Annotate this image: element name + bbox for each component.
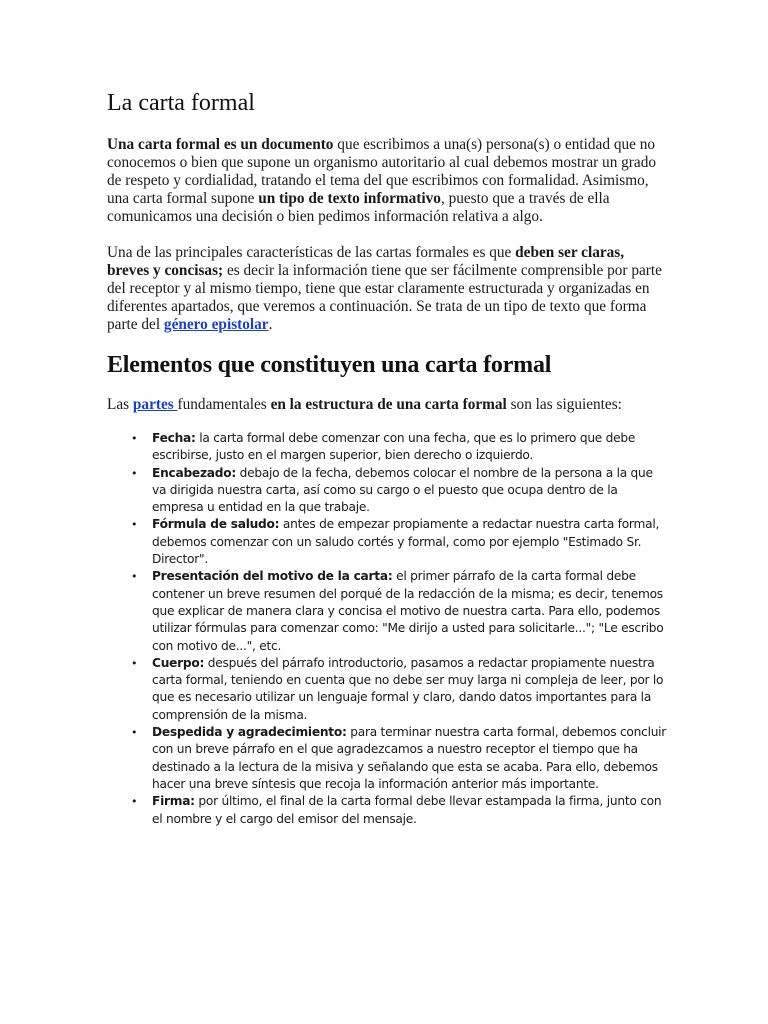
item-term: Fórmula de saludo: (152, 517, 280, 532)
partes-link[interactable]: partes (132, 396, 178, 413)
text-run: fundamentales (177, 396, 271, 413)
list-item (107, 724, 667, 793)
document-page (107, 88, 667, 828)
bold-phrase: un tipo de texto informativo (258, 190, 441, 207)
item-term: Firma: (152, 794, 195, 809)
item-term: Encabezado: (152, 465, 236, 480)
text-run: que escribimos a una(s) persona(s) o entidad que no conocemos o bien que supone un organismo autoritario al cual debemos mostrar un grado de respeto y cordialidad, tratando el tema del que escribimos con formalidad. Asimismo, una carta formal supone (107, 136, 656, 207)
bullet-icon: • (131, 518, 138, 532)
item-text: antes de empezar propiamente a redactar nuestra carta formal, debemos comenzar con un saludo cortés y formal, como por ejemplo "Estimado Sr. Director". (152, 517, 660, 567)
genero-epistolar-link[interactable]: género epistolar (163, 316, 269, 333)
item-term: Presentación del motivo de la carta: (152, 569, 393, 584)
bullet-icon: • (131, 432, 138, 445)
item-text: debajo de la fecha, debemos colocar el nombre de la persona a la que va dirigida nuestra carta, así como su cargo o el puesto que ocupa dentro de la empresa u entidad en la que trabaje. (152, 465, 653, 515)
text-run: , puesto que a través de ella comunicamos una decisión o bien pedimos información relativa a algo. (107, 190, 610, 225)
list-item (107, 568, 667, 654)
elements-list (107, 430, 667, 828)
text-run: Una de las principales características de las cartas formales es que (107, 244, 516, 261)
item-text: el primer párrafo de la carta formal debe contener un breve resumen del porqué de la redacción de la misma; es decir, tenemos que explicar de manera clara y concisa el motivo de nuestra carta. Para ello, podemos utilizar fórmulas para comenzar como: "Me dirijo a usted para solicitarle..."; "Le escribo con motivo de...", etc. (152, 569, 664, 653)
item-text: después del párrafo introductorio, pasamos a redactar propiamente nuestra carta formal, teniendo en cuenta que no debe ser muy larga ni compleja de leer, por lo que es necesario utilizar un lenguaje formal y claro, dando datos importantes para la comprensión de la misma. (152, 655, 664, 722)
bold-phrase: deben ser claras, breves y concisas; (107, 244, 625, 279)
bullet-icon: • (131, 656, 138, 670)
page-title: La carta formal (107, 90, 255, 116)
bullet-icon: • (131, 570, 138, 584)
item-text: la carta formal debe comenzar con una fecha, que es lo primero que debe escribirse, justo en el margen superior, bien derecho o izquierdo. (152, 431, 636, 463)
section-lead (107, 396, 667, 414)
bullet-icon: • (131, 726, 138, 740)
bold-phrase: en la estructura de una carta formal (270, 396, 507, 413)
bullet-icon: • (131, 795, 138, 809)
section-heading: Elementos que constituyen una carta formal (107, 352, 552, 378)
item-term: Cuerpo: (152, 655, 205, 670)
list-item (107, 430, 667, 465)
intro-paragraph-2 (107, 244, 667, 334)
bold-phrase: Una carta formal es un documento (107, 136, 334, 153)
text-run: es decir la información tiene que ser fácilmente comprensible por parte del receptor y al mismo tiempo, tiene que estar claramente estructurada y organizadas en diferentes apartados, que veremos a continuación. Se trata de un tipo de texto que forma parte del (107, 262, 662, 333)
intro-paragraph-1 (107, 136, 667, 226)
list-item (107, 465, 667, 517)
item-term: Despedida y agradecimiento: (152, 725, 347, 740)
list-item (107, 793, 667, 828)
text-run: . (268, 316, 273, 333)
item-term: Fecha: (152, 431, 196, 445)
list-item (107, 655, 667, 724)
list-item (107, 516, 667, 568)
item-text: por último, el final de la carta formal debe llevar estampada la firma, junto con el nombre y el cargo del emisor del mensaje. (152, 794, 662, 826)
text-run: son las siguientes: (506, 396, 622, 413)
text-run: Las (107, 396, 133, 413)
bullet-icon: • (131, 466, 138, 480)
item-text: para terminar nuestra carta formal, debemos concluir con un breve párrafo en el que agradezcamos a nuestro receptor el tiempo que ha destinado a la lectura de la misiva y señalando que esta se acaba. Para ello, debemos hacer una breve síntesis que recoja la información anterior más importante. (152, 725, 667, 791)
